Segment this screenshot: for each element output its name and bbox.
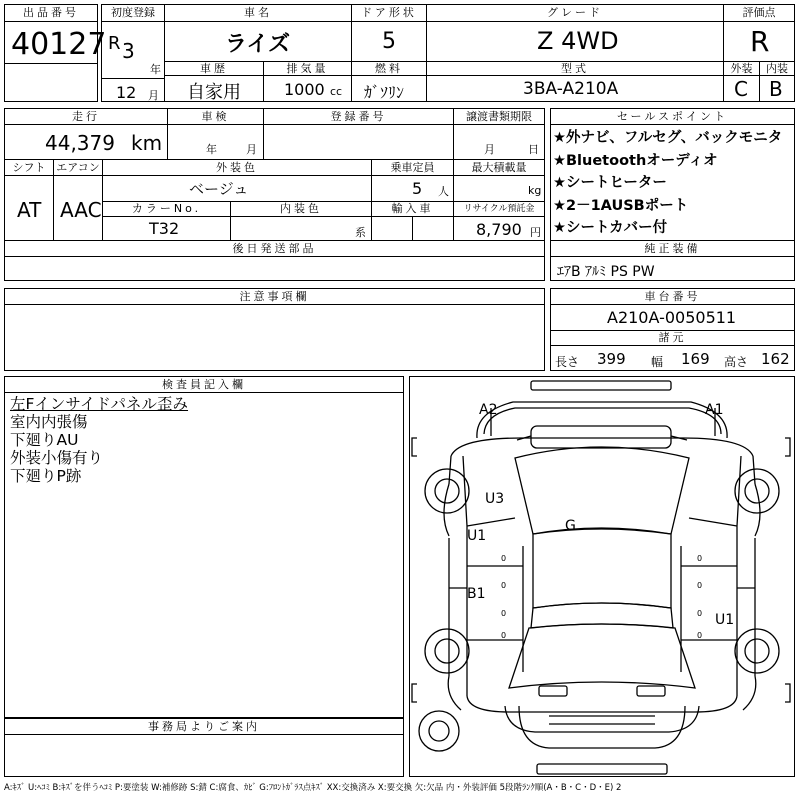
month-number: 12 — [116, 83, 137, 102]
specs-label: 諸元 — [550, 330, 795, 346]
inspector-note: 室内内張傷 — [10, 413, 88, 431]
first-registration-label: 初度登録 — [101, 4, 165, 22]
import-label: 輸入車 — [371, 201, 454, 217]
exterior-color-label: 外装色 — [102, 159, 372, 176]
recycle-value: 8,790 — [476, 220, 522, 239]
month-unit: 月 — [148, 89, 159, 102]
score-value: R — [750, 25, 770, 58]
svg-text:0: 0 — [501, 554, 507, 563]
sales-point: ★Bluetoothオーディオ — [553, 152, 718, 169]
inspector-label: 検査員記入欄 — [4, 376, 404, 393]
displacement-label: 排気量 — [263, 61, 352, 76]
interior-eval-label: 内装 — [759, 61, 795, 76]
max-load-unit: kg — [528, 184, 542, 197]
lot-number-label: 出品番号 — [4, 4, 98, 22]
equipment-label: 純正装備 — [550, 240, 795, 257]
max-load-label: 最大積載量 — [453, 159, 545, 176]
sales-points-box — [550, 108, 795, 241]
color-number-box — [102, 201, 231, 241]
exterior-color-value: ベージュ — [189, 180, 249, 198]
grade-label: グレード — [426, 4, 724, 22]
first-registration-box — [101, 4, 165, 102]
mileage-label: 走行 — [4, 108, 168, 125]
mark-a1: A1 — [705, 402, 724, 418]
mark-u1-right: U1 — [715, 612, 735, 628]
length-label: 長さ — [555, 355, 580, 369]
damage-diagram — [409, 376, 795, 777]
recycle-label: リサイクル預託金 — [453, 201, 545, 217]
door-label: ドア形状 — [351, 4, 427, 22]
history-value: 自家用 — [187, 82, 241, 102]
score-box — [723, 4, 795, 62]
color-number-value: T32 — [149, 219, 180, 238]
recycle-box — [453, 201, 545, 241]
aircon-box — [53, 159, 103, 241]
later-parts-label: 後日発送部品 — [4, 240, 545, 257]
exterior-eval-label: 外装 — [723, 61, 760, 76]
score-label: 評価点 — [723, 4, 795, 22]
width-value: 169 — [681, 350, 710, 368]
interior-color-label: 内装色 — [230, 201, 372, 217]
history-label: 車歴 — [164, 61, 264, 76]
sales-points-label: セールスポイント — [550, 108, 795, 125]
mark-g: G — [565, 518, 576, 534]
inspection-label: 車検 — [167, 108, 264, 125]
office-label: 事務局よりご案内 — [4, 718, 404, 735]
year-number: 3 — [122, 39, 135, 63]
exterior-eval-value: C — [734, 77, 748, 101]
mark-u1-left: U1 — [467, 528, 487, 544]
office-box — [4, 718, 404, 777]
recycle-unit: 円 — [530, 226, 541, 239]
lot-number: 40127 — [11, 27, 107, 62]
transfer-deadline-box — [453, 108, 545, 160]
seats-unit: 人 — [438, 185, 449, 198]
car-outline-diagram — [409, 376, 795, 777]
transfer-day: 日 — [528, 143, 539, 156]
svg-text:0: 0 — [697, 581, 703, 590]
specs-box — [550, 330, 795, 371]
notes-label: 注意事項欄 — [4, 288, 545, 305]
mileage-box — [4, 108, 168, 160]
displacement-unit: cc — [330, 85, 343, 98]
door-box — [351, 4, 427, 62]
door-value: 5 — [382, 29, 396, 54]
interior-color-box — [230, 201, 372, 241]
svg-text:0: 0 — [697, 609, 703, 618]
fuel-label: 燃料 — [351, 61, 427, 76]
seats-label: 乗車定員 — [371, 159, 454, 176]
aircon-value: AAC — [60, 198, 102, 222]
model-box — [426, 61, 724, 102]
lot-number-box — [4, 4, 107, 102]
mark-a2: A2 — [479, 402, 498, 418]
svg-text:0: 0 — [697, 554, 703, 563]
grade-box — [426, 4, 724, 62]
exterior-color-box — [102, 159, 372, 202]
car-name-box — [164, 4, 352, 62]
fuel-box — [351, 61, 427, 102]
displacement-value: 1000 — [284, 80, 325, 99]
mark-b1: B1 — [467, 586, 486, 602]
svg-text:0: 0 — [501, 631, 507, 640]
history-box — [164, 61, 264, 102]
inspector-box — [4, 376, 404, 718]
length-value: 399 — [597, 350, 626, 368]
car-name-label: 車名 — [164, 4, 352, 22]
equipment-box — [550, 240, 795, 281]
interior-eval-value: B — [769, 77, 783, 101]
inspector-note: 左Fインサイドパネル歪み — [10, 395, 189, 413]
exterior-eval-box — [723, 61, 760, 102]
mileage-value: 44,379 — [45, 131, 115, 155]
notes-box — [4, 288, 545, 371]
shift-label: シフト — [4, 159, 54, 176]
inspector-note: 下廻りP跡 — [10, 467, 82, 485]
mark-u3: U3 — [485, 491, 505, 507]
chassis-label: 車台番号 — [550, 288, 795, 305]
transfer-month: 月 — [484, 143, 495, 156]
displacement-box — [263, 61, 352, 102]
import-box — [371, 201, 454, 241]
width-label: 幅 — [651, 355, 664, 369]
grade-value: Z 4WD — [537, 27, 619, 55]
sales-point: ★シートヒーター — [553, 175, 667, 191]
inspector-note: 下廻りAU — [10, 431, 79, 449]
seats-value: 5 — [412, 179, 423, 198]
sales-point: ★2－1AUSBポート — [553, 197, 689, 214]
inspection-month: 月 — [246, 143, 257, 156]
inspector-note: 外装小傷有り — [10, 449, 104, 467]
registration-label: 登録番号 — [263, 108, 454, 125]
color-number-label: カラーNo. — [102, 201, 231, 217]
height-value: 162 — [761, 350, 790, 368]
svg-text:0: 0 — [501, 581, 507, 590]
later-parts-box — [4, 240, 545, 281]
registration-box — [263, 108, 454, 160]
car-name: ライズ — [225, 32, 291, 57]
era: R — [108, 33, 121, 54]
year-unit: 年 — [150, 63, 161, 76]
seats-box — [371, 159, 454, 202]
max-load-box — [453, 159, 545, 202]
inspection-box — [167, 108, 264, 160]
fuel-value: ｶﾞｿﾘﾝ — [364, 83, 405, 102]
transfer-deadline-label: 譲渡書類期限 — [453, 108, 545, 125]
sales-point: ★シートカバー付 — [553, 220, 668, 236]
interior-eval-box — [759, 61, 795, 102]
shift-box — [4, 159, 54, 241]
equipment-value: ｴｱB ｱﾙﾐ PS PW — [557, 264, 655, 280]
legend: A:ｷｽﾞ U:ﾍｺﾐ B:ｷｽﾞを伴うﾍｺﾐ P:要塗装 W:補修跡 S:錆 C:腐食、ｶﾋﾞ G:ﾌﾛﾝﾄｶﾞﾗｽ点ｷｽﾞ XX:交換済み X:要交換 欠:欠品 内・外装評価 5段階ﾗﾝｸ順(A・B・C・D・E) 2 — [4, 783, 622, 793]
model-label: 型式 — [426, 61, 724, 76]
sales-point: ★外ナビ、フルセグ、バックモニタ — [553, 130, 783, 146]
chassis-value: A210A-0050511 — [607, 308, 737, 327]
height-label: 高さ — [724, 355, 749, 369]
svg-text:0: 0 — [501, 609, 507, 618]
aircon-label: エアコン — [53, 159, 103, 176]
inspection-year: 年 — [206, 143, 217, 156]
svg-text:0: 0 — [697, 631, 703, 640]
interior-color-unit: 系 — [355, 226, 366, 239]
chassis-box — [550, 288, 795, 331]
model-value: 3BA-A210A — [523, 79, 619, 99]
shift-value: AT — [17, 198, 42, 222]
mileage-unit: km — [131, 131, 163, 155]
